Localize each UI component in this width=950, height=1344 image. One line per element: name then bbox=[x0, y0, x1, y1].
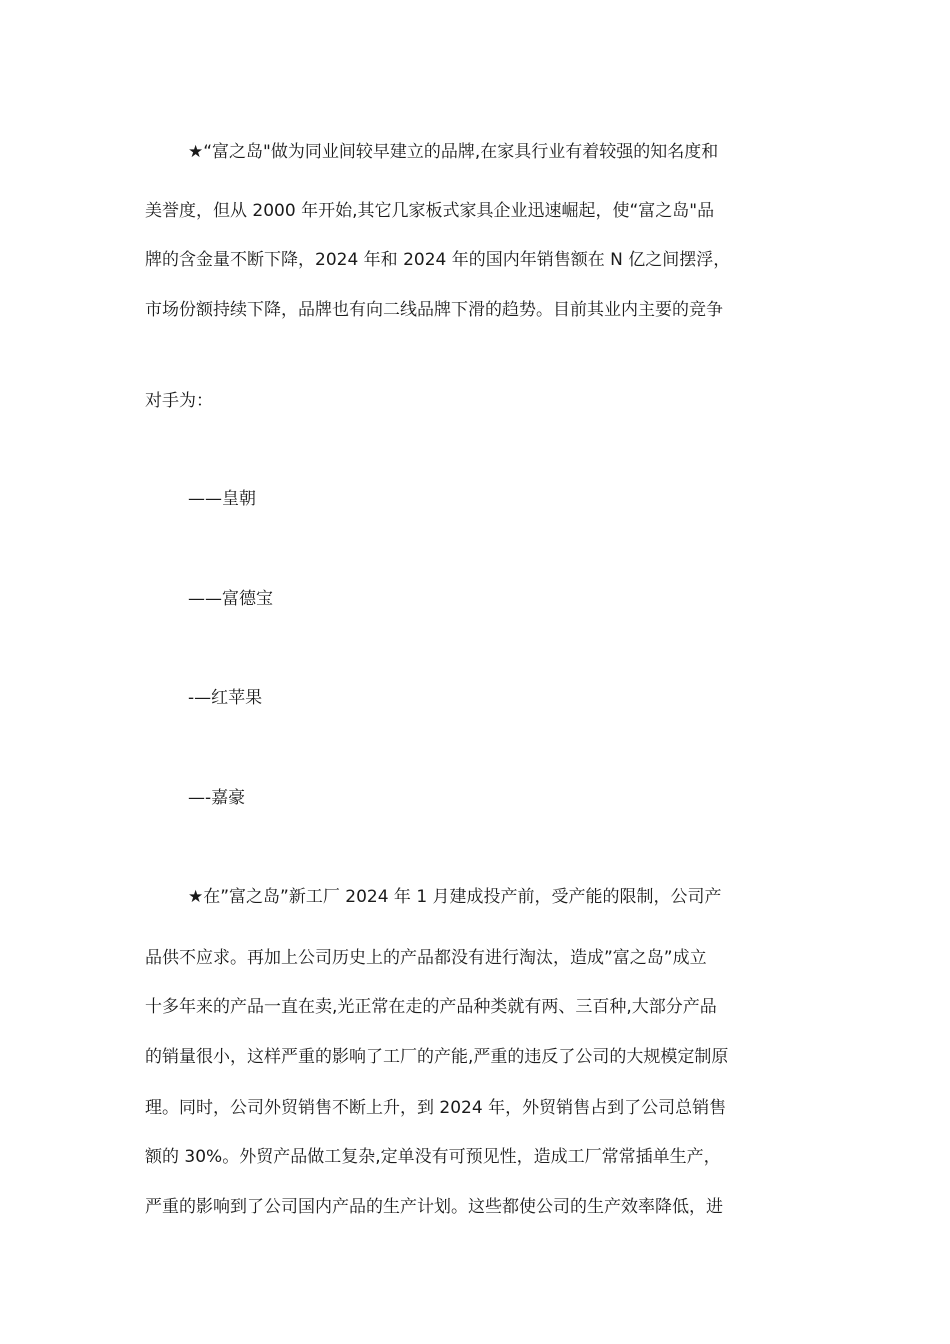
paragraph2-line-2: 品供不应求。再加上公司历史上的产品都没有进行淘汰，造成”富之岛”成立 bbox=[145, 948, 707, 968]
paragraph2-line-1: ★在”富之岛”新工厂 2024 年 1 月建成投产前，受产能的限制，公司产 bbox=[188, 887, 722, 907]
paragraph2-line-3: 十多年来的产品一直在卖,光正常在走的产品种类就有两、三百种,大部分产品 bbox=[145, 997, 717, 1017]
competitor-item: —-嘉豪 bbox=[188, 788, 246, 808]
paragraph1-line-3: 牌的含金量不断下降，2024 年和 2024 年的国内年销售额在 N 亿之间摆浮， bbox=[145, 250, 731, 270]
competitor-item: ——富德宝 bbox=[188, 589, 273, 609]
paragraph2-line-5: 理。同时，公司外贸销售不断上升，到 2024 年，外贸销售占到了公司总销售 bbox=[145, 1098, 727, 1118]
paragraph1-line-2: 美誉度，但从 2000 年开始,其它几家板式家具企业迅速崛起，使“富之岛"品 bbox=[145, 201, 715, 221]
paragraph2-line-7: 严重的影响到了公司国内产品的生产计划。这些都使公司的生产效率降低，进 bbox=[145, 1197, 723, 1217]
paragraph2-line-4: 的销量很小，这样严重的影响了工厂的产能,严重的违反了公司的大规模定制原 bbox=[145, 1047, 729, 1067]
paragraph1-line-1: ★“富之岛"做为同业间较早建立的品牌,在家具行业有着较强的知名度和 bbox=[188, 142, 719, 162]
paragraph2-line-6: 额的 30%。外贸产品做工复杂,定单没有可预见性，造成工厂常常插单生产， bbox=[145, 1147, 721, 1167]
competitor-item: ——皇朝 bbox=[188, 489, 256, 509]
paragraph1-line-4: 市场份额持续下降，品牌也有向二线品牌下滑的趋势。目前其业内主要的竞争 bbox=[145, 300, 723, 320]
competitor-item: -—红苹果 bbox=[188, 688, 263, 708]
paragraph1-line-5: 对手为： bbox=[145, 391, 213, 411]
